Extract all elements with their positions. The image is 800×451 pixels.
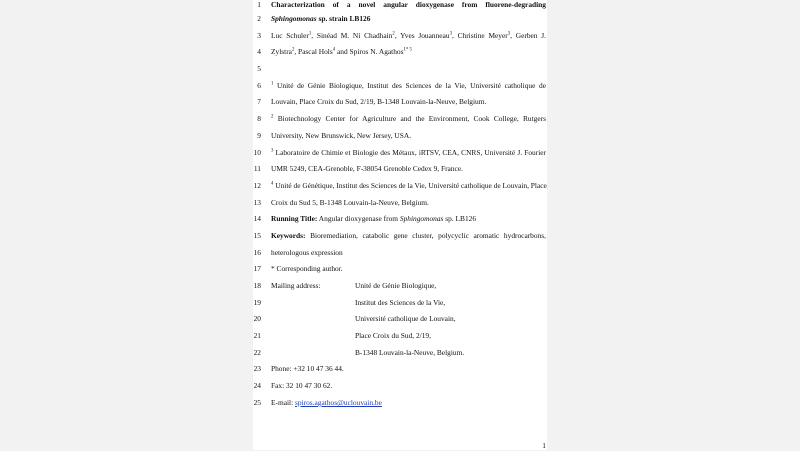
line-number: 24 xyxy=(253,381,261,390)
running-title-strain: sp. LB126 xyxy=(443,214,477,223)
line-number: 23 xyxy=(253,364,261,373)
page-number: 1 xyxy=(542,441,546,450)
author-name: , Pascal Hols xyxy=(294,47,333,56)
title-organism: Sphingomonas xyxy=(271,14,317,23)
line-number: 5 xyxy=(257,64,261,73)
running-title-text: Angular dioxygenase from xyxy=(317,214,400,223)
keywords-label: Keywords: xyxy=(271,231,306,240)
author-name: , Sinéad M. Ní Chadhain xyxy=(311,31,393,40)
affiliation-4-line-1 xyxy=(271,181,546,191)
affiliation-mark: 2 xyxy=(291,47,295,53)
line-number: 14 xyxy=(253,214,261,223)
corresponding-author-note: * Corresponding author. xyxy=(271,264,343,273)
line-number: 9 xyxy=(257,131,261,140)
authors-line-2 xyxy=(271,47,546,57)
affiliation-mark: 1* 5 xyxy=(403,47,412,53)
line-number: 25 xyxy=(253,398,261,407)
paper-title-line-2 xyxy=(271,14,546,24)
title-strain: sp. strain LB126 xyxy=(316,14,371,23)
running-title-organism: Sphingomonas xyxy=(399,214,444,223)
mailing-address-label: Mailing address: xyxy=(271,281,321,290)
line-number: 4 xyxy=(257,47,261,56)
affiliation-text: Biotechnology Center for Agriculture and the Environment, Cook College, Rutgers xyxy=(273,114,546,123)
email-line xyxy=(271,398,546,408)
affiliation-1-line-2: Louvain, Place Croix du Sud, 2/19, B-1348 Louvain-la-Neuve, Belgium. xyxy=(271,97,487,106)
running-title xyxy=(271,214,546,224)
affiliation-1-line-1 xyxy=(271,81,546,91)
affiliation-mark: 3 xyxy=(449,31,452,37)
line-number: 10 xyxy=(253,148,261,157)
address-text: Institut des Sciences de la Vie, xyxy=(355,298,446,307)
affiliation-4-line-2: Croix du Sud 5, B-1348 Louvain-la-Neuve, Belgium. xyxy=(271,198,429,207)
affiliation-text: Laboratoire de Chimie et Biologie des Métaux, iRTSV, CEA, CNRS, Université J. Fourier xyxy=(273,148,546,157)
author-name: and Spiros N. Agathos xyxy=(335,47,404,56)
email-link[interactable]: spiros.agathos@uclouvain.be xyxy=(295,398,382,407)
paper-title-line-1: Characterization of a novel angular dioxygenase from fluorene-degrading xyxy=(271,0,546,9)
line-number: 16 xyxy=(253,248,261,257)
line-number: 17 xyxy=(253,264,261,273)
line-number: 8 xyxy=(257,114,261,123)
affiliation-mark: 2 xyxy=(271,114,274,120)
affiliation-mark: 3 xyxy=(271,148,274,154)
affiliation-3-line-2: UMR 5249, CEA-Grenoble, F-38054 Grenoble Cedex 9, France. xyxy=(271,164,463,173)
authors-line-1 xyxy=(271,31,546,41)
line-number: 22 xyxy=(253,348,261,357)
address-text: B-1348 Louvain-la-Neuve, Belgium. xyxy=(355,348,465,357)
affiliation-3-line-1 xyxy=(271,148,546,158)
affiliation-mark: 4 xyxy=(271,181,274,187)
keywords-text: Bioremediation, catabolic gene cluster, polycyclic aromatic hydrocarbons, xyxy=(305,231,546,240)
affiliation-2-line-2: University, New Brunswick, New Jersey, USA. xyxy=(271,131,412,140)
affiliation-2-line-1 xyxy=(271,114,546,124)
affiliation-mark: 3 xyxy=(507,31,511,37)
address-text: Université catholique de Louvain, xyxy=(355,314,456,323)
affiliation-mark: 1 xyxy=(271,81,274,87)
affiliation-mark: 4 xyxy=(332,47,336,53)
line-number: 20 xyxy=(253,314,261,323)
line-number: 18 xyxy=(253,281,261,290)
affiliation-text: Unité de Génétique, Institut des Sciences de la Vie, Université catholique de Louvain, Place xyxy=(273,181,547,190)
author-name: , Gerben J. xyxy=(510,31,546,40)
line-number: 6 xyxy=(257,81,261,90)
line-number: 13 xyxy=(253,198,261,207)
keywords-line-1 xyxy=(271,231,546,241)
author-name: , Yves Jouanneau xyxy=(394,31,450,40)
document-page xyxy=(253,0,547,450)
line-number: 7 xyxy=(257,97,261,106)
fax: Fax: 32 10 47 30 62. xyxy=(271,381,333,390)
address-text: Place Croix du Sud, 2/19, xyxy=(355,331,431,340)
address-text: Unité de Génie Biologique, xyxy=(355,281,437,290)
line-number: 11 xyxy=(253,164,261,173)
running-title-label: Running Title: xyxy=(271,214,318,223)
line-number: 2 xyxy=(257,14,261,23)
keywords-line-2: heterologous expression xyxy=(271,248,343,257)
mailing-address-line-1 xyxy=(271,281,546,291)
line-number: 21 xyxy=(253,331,261,340)
author-name: Luc Schuler xyxy=(271,31,309,40)
affiliation-mark: 2 xyxy=(392,31,395,37)
line-number: 15 xyxy=(253,231,261,240)
phone: Phone: +32 10 47 36 44. xyxy=(271,364,344,373)
line-number: 19 xyxy=(253,298,261,307)
author-name: , Christine Meyer xyxy=(451,31,508,40)
line-number: 1 xyxy=(257,0,261,9)
line-number: 3 xyxy=(257,31,261,40)
affiliation-text: Unité de Génie Biologique, Institut des Sciences de la Vie, Université catholique de xyxy=(273,81,546,90)
affiliation-mark: 1 xyxy=(308,31,312,37)
email-label: E-mail: xyxy=(271,398,296,407)
author-name: Zylstra xyxy=(271,47,292,56)
line-number: 12 xyxy=(253,181,261,190)
